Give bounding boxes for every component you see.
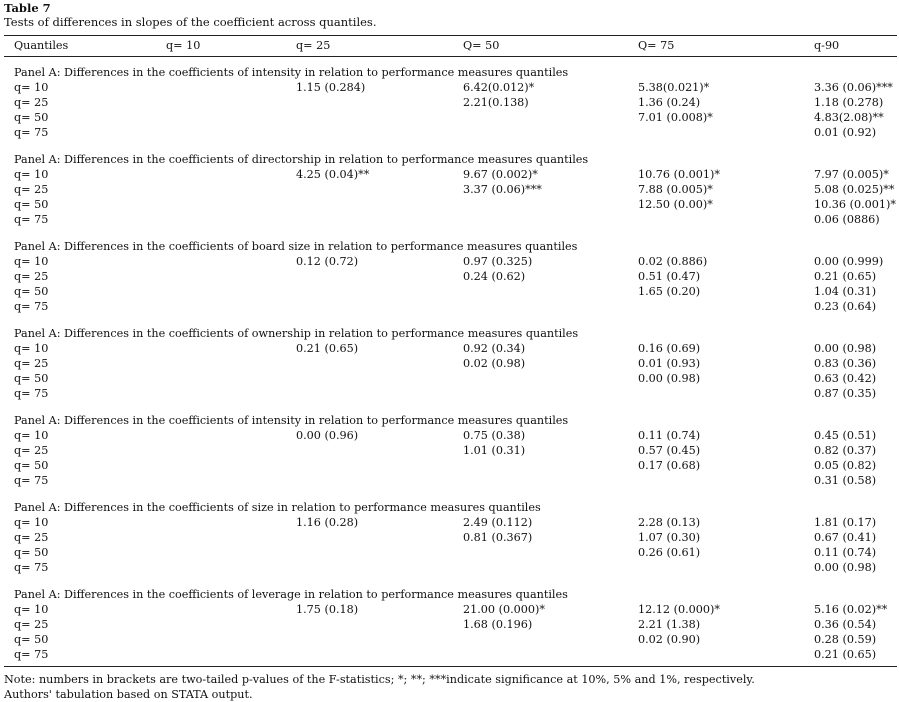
table-cell [166, 299, 296, 314]
panel-title-row [4, 314, 897, 341]
table-cell: 4.83(2.08)** [814, 110, 897, 125]
row-label: q= 50 [4, 197, 166, 212]
table-cell: 0.01 (0.93) [638, 356, 814, 371]
row-label: q= 75 [4, 647, 166, 666]
table-cell: 3.36 (0.06)*** [814, 80, 897, 95]
table-cell [166, 617, 296, 632]
table-cell: 5.38(0.021)* [638, 80, 814, 95]
table-cell: 1.01 (0.31) [463, 443, 638, 458]
row-label: q= 50 [4, 284, 166, 299]
table-cell [463, 212, 638, 227]
row-label: q= 75 [4, 386, 166, 401]
table-row [4, 632, 897, 647]
table-row [4, 110, 897, 125]
table-cell: 0.45 (0.51) [814, 428, 897, 443]
row-label: q= 25 [4, 530, 166, 545]
panel-title-row [4, 575, 897, 602]
table-cell [296, 299, 463, 314]
table-cell: 0.24 (0.62) [463, 269, 638, 284]
panel-title: Panel A: Differences in the coefficients of directorship in relation to performance measures quantiles [4, 140, 897, 167]
table-cell [463, 458, 638, 473]
table-cell [166, 197, 296, 212]
table-cell: 0.05 (0.82) [814, 458, 897, 473]
table-cell: 0.11 (0.74) [638, 428, 814, 443]
table-cell [296, 545, 463, 560]
table-cell [463, 110, 638, 125]
table-cell [463, 386, 638, 401]
table-cell [166, 254, 296, 269]
table-cell: 21.00 (0.000)* [463, 602, 638, 617]
table-cell [296, 647, 463, 666]
table-cell [463, 197, 638, 212]
row-label: q= 50 [4, 545, 166, 560]
table-cell [166, 269, 296, 284]
table-document [4, 0, 897, 702]
table-cell: 0.31 (0.58) [814, 473, 897, 488]
table-row [4, 197, 897, 212]
table-cell [166, 530, 296, 545]
table-cell: 1.16 (0.28) [296, 515, 463, 530]
panel-title: Panel A: Differences in the coefficients of size in relation to performance measures quantiles [4, 488, 897, 515]
source-note: Authors' tabulation based on STATA output. [4, 688, 897, 702]
table-cell: 0.87 (0.35) [814, 386, 897, 401]
table-body [4, 57, 897, 666]
table-cell [296, 212, 463, 227]
table-cell: 0.82 (0.37) [814, 443, 897, 458]
table-cell: 0.75 (0.38) [463, 428, 638, 443]
table-cell: 0.00 (0.98) [814, 560, 897, 575]
column-header: Q= 75 [638, 36, 814, 57]
row-label: q= 10 [4, 80, 166, 95]
row-label: q= 75 [4, 299, 166, 314]
panel-title: Panel A: Differences in the coefficients of intensity in relation to performance measures quantiles [4, 401, 897, 428]
table-row [4, 212, 897, 227]
table-cell: 0.01 (0.92) [814, 125, 897, 140]
table-row [4, 125, 897, 140]
table-cell: 0.83 (0.36) [814, 356, 897, 371]
table-row [4, 647, 897, 666]
table-row [4, 473, 897, 488]
table-cell [296, 617, 463, 632]
table-cell [166, 386, 296, 401]
table-cell: 0.63 (0.42) [814, 371, 897, 386]
table-cell [296, 110, 463, 125]
table-cell: 1.15 (0.284) [296, 80, 463, 95]
row-label: q= 25 [4, 617, 166, 632]
table-cell [166, 647, 296, 666]
table-cell: 0.02 (0.98) [463, 356, 638, 371]
table-cell: 2.28 (0.13) [638, 515, 814, 530]
table-cell [296, 356, 463, 371]
row-label: q= 50 [4, 632, 166, 647]
table-cell [166, 125, 296, 140]
table-cell [296, 182, 463, 197]
table-cell [166, 473, 296, 488]
table-cell [296, 95, 463, 110]
table-number: Table 7 [4, 0, 897, 15]
table-row [4, 182, 897, 197]
panel-title: Panel A: Differences in the coefficients of ownership in relation to performance measures quantiles [4, 314, 897, 341]
table-cell: 0.00 (0.96) [296, 428, 463, 443]
table-row [4, 530, 897, 545]
table-cell: 0.17 (0.68) [638, 458, 814, 473]
table-row [4, 356, 897, 371]
table-row [4, 371, 897, 386]
table-cell [166, 515, 296, 530]
table-cell: 1.68 (0.196) [463, 617, 638, 632]
table-cell [166, 632, 296, 647]
table-cell: 3.37 (0.06)*** [463, 182, 638, 197]
row-label: q= 10 [4, 341, 166, 356]
row-label: q= 75 [4, 212, 166, 227]
table-cell [296, 371, 463, 386]
table-cell [296, 530, 463, 545]
table-cell [463, 647, 638, 666]
table-cell [296, 632, 463, 647]
table-cell: 4.25 (0.04)** [296, 167, 463, 182]
table-cell [638, 560, 814, 575]
row-label: q= 50 [4, 110, 166, 125]
table-cell: 0.00 (0.98) [814, 341, 897, 356]
table-cell: 0.11 (0.74) [814, 545, 897, 560]
table-row [4, 80, 897, 95]
table-cell [296, 458, 463, 473]
table-row [4, 602, 897, 617]
table-cell [463, 299, 638, 314]
table-cell: 0.16 (0.69) [638, 341, 814, 356]
table-cell [166, 167, 296, 182]
header-row [4, 36, 897, 57]
table-cell: 0.02 (0.886) [638, 254, 814, 269]
table-cell: 12.12 (0.000)* [638, 602, 814, 617]
table-cell [463, 371, 638, 386]
table-cell [166, 458, 296, 473]
table-cell [296, 386, 463, 401]
row-label: q= 10 [4, 515, 166, 530]
table-cell: 2.21(0.138) [463, 95, 638, 110]
table-row [4, 545, 897, 560]
row-label: q= 50 [4, 458, 166, 473]
table-row [4, 443, 897, 458]
table-cell [166, 95, 296, 110]
panel-title-row [4, 488, 897, 515]
table-cell [166, 443, 296, 458]
row-label: q= 10 [4, 428, 166, 443]
table-cell [296, 443, 463, 458]
table-row [4, 617, 897, 632]
table-cell [166, 560, 296, 575]
table-cell: 7.97 (0.005)* [814, 167, 897, 182]
panel-title: Panel A: Differences in the coefficients of leverage in relation to performance measures quantiles [4, 575, 897, 602]
table-cell: 0.92 (0.34) [463, 341, 638, 356]
table-cell: 1.81 (0.17) [814, 515, 897, 530]
table-cell: 0.12 (0.72) [296, 254, 463, 269]
table-cell [166, 356, 296, 371]
table-cell [166, 602, 296, 617]
table-cell [463, 284, 638, 299]
table-cell [296, 197, 463, 212]
column-header: q-90 [814, 36, 897, 57]
column-header: q= 10 [166, 36, 296, 57]
table-cell: 0.06 (0886) [814, 212, 897, 227]
table-cell: 0.28 (0.59) [814, 632, 897, 647]
table-cell: 7.01 (0.008)* [638, 110, 814, 125]
column-header: Quantiles [4, 36, 166, 57]
row-label: q= 25 [4, 182, 166, 197]
table-row [4, 458, 897, 473]
table-cell: 0.21 (0.65) [296, 341, 463, 356]
table-cell [638, 473, 814, 488]
table-cell: 0.67 (0.41) [814, 530, 897, 545]
table-cell [638, 386, 814, 401]
table-row [4, 428, 897, 443]
table-cell: 10.76 (0.001)* [638, 167, 814, 182]
table-cell: 5.16 (0.02)** [814, 602, 897, 617]
panel-title-row [4, 57, 897, 80]
table-cell: 5.08 (0.025)** [814, 182, 897, 197]
row-label: q= 25 [4, 95, 166, 110]
results-table [4, 36, 897, 666]
table-cell: 0.21 (0.65) [814, 647, 897, 666]
table-cell [296, 284, 463, 299]
table-cell: 1.65 (0.20) [638, 284, 814, 299]
table-cell: 0.02 (0.90) [638, 632, 814, 647]
table-cell [166, 284, 296, 299]
table-cell [166, 80, 296, 95]
table-cell [166, 545, 296, 560]
row-label: q= 10 [4, 602, 166, 617]
table-cell: 0.00 (0.98) [638, 371, 814, 386]
row-label: q= 75 [4, 473, 166, 488]
table-cell [638, 647, 814, 666]
table-cell [463, 545, 638, 560]
table-cell: 10.36 (0.001)* [814, 197, 897, 212]
table-cell [296, 560, 463, 575]
table-cell: 0.21 (0.65) [814, 269, 897, 284]
row-label: q= 10 [4, 254, 166, 269]
row-label: q= 25 [4, 356, 166, 371]
table-cell [296, 125, 463, 140]
table-cell [638, 125, 814, 140]
table-cell [463, 632, 638, 647]
row-label: q= 25 [4, 443, 166, 458]
table-cell: 0.23 (0.64) [814, 299, 897, 314]
table-row [4, 299, 897, 314]
panel-title-row [4, 401, 897, 428]
table-cell: 2.49 (0.112) [463, 515, 638, 530]
table-cell: 1.18 (0.278) [814, 95, 897, 110]
table-cell: 0.81 (0.367) [463, 530, 638, 545]
table-cell [166, 212, 296, 227]
table-cell [166, 182, 296, 197]
table-row [4, 167, 897, 182]
table-cell [638, 212, 814, 227]
table-caption: Tests of differences in slopes of the coefficient across quantiles. [4, 15, 897, 29]
row-label: q= 25 [4, 269, 166, 284]
table-cell [638, 299, 814, 314]
row-label: q= 75 [4, 560, 166, 575]
table-cell: 0.36 (0.54) [814, 617, 897, 632]
footnote: Note: numbers in brackets are two-tailed p-values of the F-statistics; *; **; ***indicate significance at 10%, 5% and 1%, respectively. [4, 673, 897, 688]
table-row [4, 341, 897, 356]
table-cell [166, 371, 296, 386]
table-row [4, 515, 897, 530]
panel-title: Panel A: Differences in the coefficients of intensity in relation to performance measures quantiles [4, 57, 897, 80]
table-cell [463, 560, 638, 575]
table-cell: 6.42(0.012)* [463, 80, 638, 95]
table-cell: 0.97 (0.325) [463, 254, 638, 269]
table-cell: 9.67 (0.002)* [463, 167, 638, 182]
row-label: q= 75 [4, 125, 166, 140]
panel-title-row [4, 140, 897, 167]
table-cell: 1.07 (0.30) [638, 530, 814, 545]
table-cell [463, 473, 638, 488]
table-cell: 1.36 (0.24) [638, 95, 814, 110]
table-cell [166, 110, 296, 125]
row-label: q= 10 [4, 167, 166, 182]
panel-title: Panel A: Differences in the coefficients of board size in relation to performance measures quantiles [4, 227, 897, 254]
table-cell [296, 269, 463, 284]
table-row [4, 284, 897, 299]
table-cell: 12.50 (0.00)* [638, 197, 814, 212]
table-cell: 0.00 (0.999) [814, 254, 897, 269]
panel-title-row [4, 227, 897, 254]
table-cell: 1.75 (0.18) [296, 602, 463, 617]
table-cell [296, 473, 463, 488]
table-cell: 0.57 (0.45) [638, 443, 814, 458]
table-cell: 0.51 (0.47) [638, 269, 814, 284]
table-row [4, 560, 897, 575]
table-cell: 7.88 (0.005)* [638, 182, 814, 197]
table-row [4, 95, 897, 110]
table-row [4, 254, 897, 269]
column-header: Q= 50 [463, 36, 638, 57]
table-row [4, 386, 897, 401]
table-cell [166, 428, 296, 443]
table-cell [166, 341, 296, 356]
table-row [4, 269, 897, 284]
table-cell: 1.04 (0.31) [814, 284, 897, 299]
column-header: q= 25 [296, 36, 463, 57]
row-label: q= 50 [4, 371, 166, 386]
table-cell [463, 125, 638, 140]
table-cell: 2.21 (1.38) [638, 617, 814, 632]
table-cell: 0.26 (0.61) [638, 545, 814, 560]
